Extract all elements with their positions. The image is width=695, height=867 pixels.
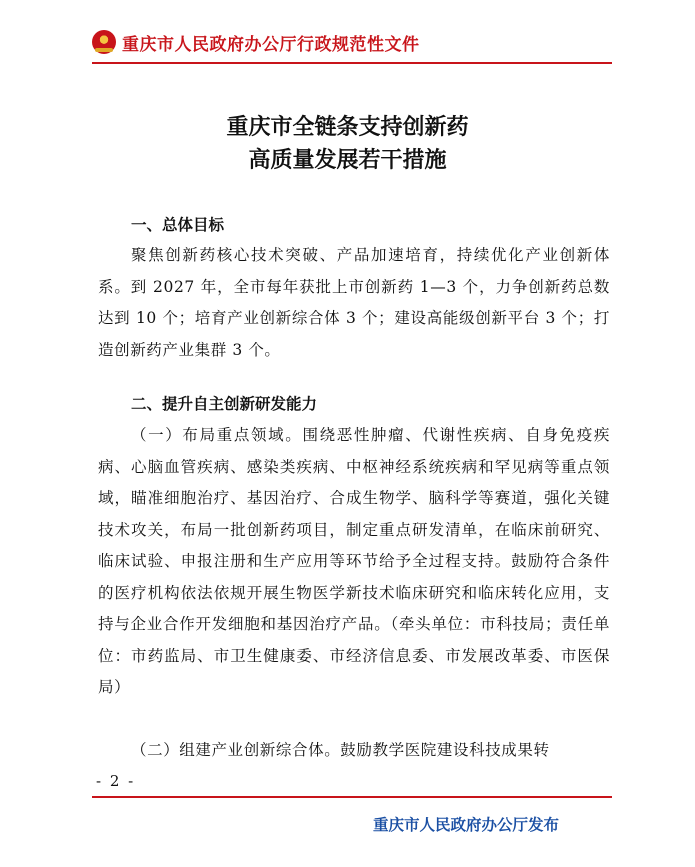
document-title-line-2: 高质量发展若干措施 [248,148,447,173]
document-title-line-1: 重庆市全链条支持创新药 [226,115,469,140]
footer-publisher: 重庆市人民政府办公厅发布 [373,816,560,834]
header-divider [92,62,612,64]
document-header [92,26,420,58]
section-1-heading: 一、总体目标 [131,216,225,234]
section-1-paragraph: 聚焦创新药核心技术突破、产品加速培育，持续优化产业创新体系。到 2027 年，全市每年获批上市创新药 1—3 个，力争创新药总数达到 10 个；培育产业创新综合体 3 个；建设高能级创新平台 3 个；打造创新药产业集群 3 个。 [98,246,610,359]
section-2-paragraph-1: （一）布局重点领域。围绕恶性肿瘤、代谢性疾病、自身免疫疾病、心脑血管疾病、感染类疾病、中枢神经系统疾病和罕见病等重点领域，瞄准细胞治疗、基因治疗、合成生物学、脑科学等赛道，强化关键技术攻关，布局一批创新药项目，制定重点研发清单，在临床前研究、临床试验、申报注册和生产应用等环节给予全过程支持。鼓励符合条件的医疗机构依法依规开展生物医学新技术临床研究和临床转化应用，支持与企业合作开发细胞和基因治疗产品。（牵头单位：市科技局；责任单位：市药监局、市卫生健康委、市经济信息委、市发展改革委、市医保局） [98,426,610,696]
footer-divider [92,796,612,798]
header-title: 重庆市人民政府办公厅行政规范性文件 [122,34,420,55]
page-number: - 2 - [96,772,136,790]
section-2-heading: 二、提升自主创新研发能力 [131,395,318,413]
section-2-paragraph-2: （二）组建产业创新综合体。鼓励教学医院建设科技成果转 [131,741,550,759]
national-emblem-icon [92,30,116,54]
